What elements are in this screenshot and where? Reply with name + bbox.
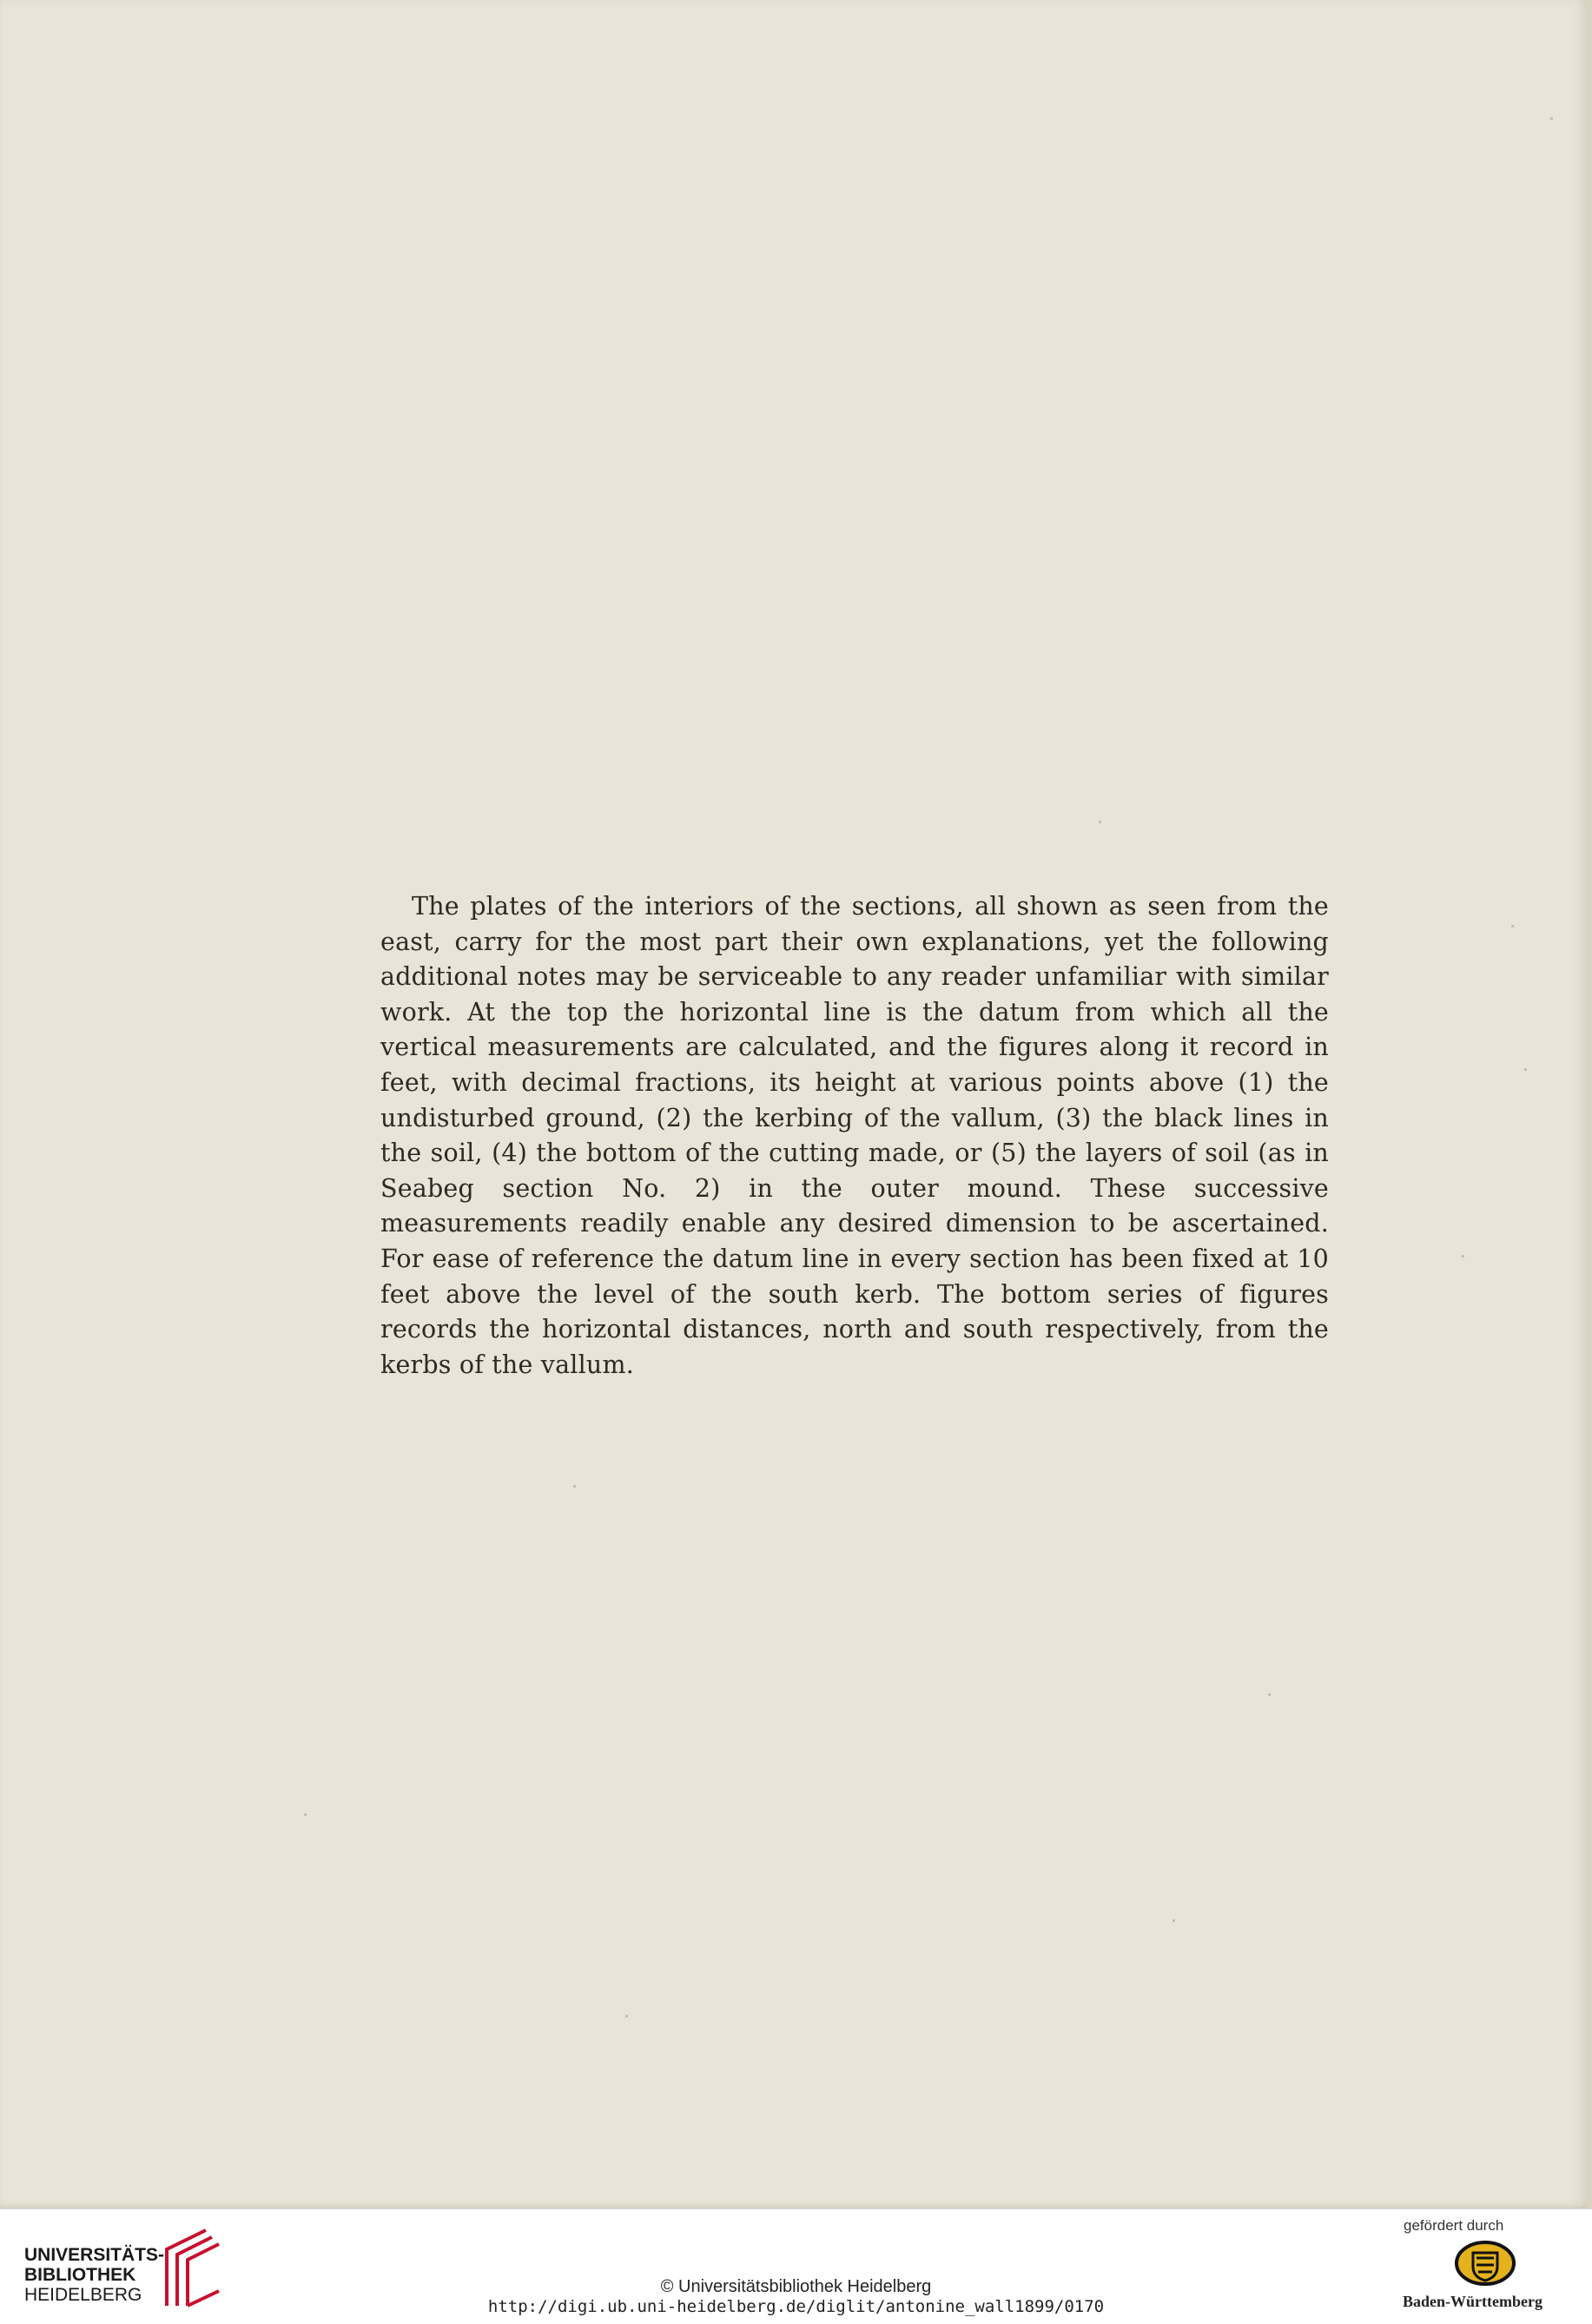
copyright-notice: © Universitätsbibliothek Heidelberg — [660, 2277, 932, 2296]
sponsor-label: gefördert durch — [1404, 2217, 1504, 2234]
paper-speck — [1550, 117, 1553, 120]
paper-speck — [1173, 1919, 1175, 1922]
paper-speck — [1462, 1255, 1464, 1258]
paper-speck — [304, 1813, 307, 1816]
page-edge-shadow — [1585, 0, 1592, 2208]
library-name-line: HEIDELBERG — [24, 2285, 142, 2305]
library-name-line: UNIVERSITÄTS- — [24, 2245, 165, 2265]
body-paragraph: The plates of the interiors of the sections, all shown as seen from the east, carry for the most part their own explanations, yet the following additional notes may be serviceable to any reader unfamiliar with similar work. At the top the horizontal line is the datum from which all the vertical measurements are calculated, and the figures along it record in feet, with decimal fractions, its height at various points above (1) the undisturbed ground, (2) the kerbing of the vallum, (3) the black lines in the soil, (4) the bottom of the cutting made, or (5) the layers of soil (as in Seabeg section No. 2) in the outer mound. These successive measurements readily enable any desired dimension to be ascertained. For ease of reference the datum line in every section has been fixed at 10 feet above the level of the south kerb. The bottom series of figures records the horizontal distances, north and south respectively, from the kerbs of the vallum. — [380, 892, 1329, 1379]
sponsor-name: Baden-Württemberg — [1403, 2293, 1542, 2310]
paper-speck — [1524, 1068, 1527, 1071]
paper-speck — [1099, 821, 1101, 823]
paper-speck — [573, 1485, 576, 1488]
paper-speck — [1511, 925, 1514, 928]
library-name-line: BIBLIOTHEK — [24, 2265, 136, 2285]
paper-speck — [1268, 1693, 1271, 1696]
coat-of-arms-icon — [1452, 2239, 1518, 2288]
paper-speck — [625, 2015, 628, 2017]
permalink-url[interactable]: http://digi.ub.uni-heidelberg.de/diglit/antonine_wall1899/0170 — [487, 2297, 1105, 2316]
